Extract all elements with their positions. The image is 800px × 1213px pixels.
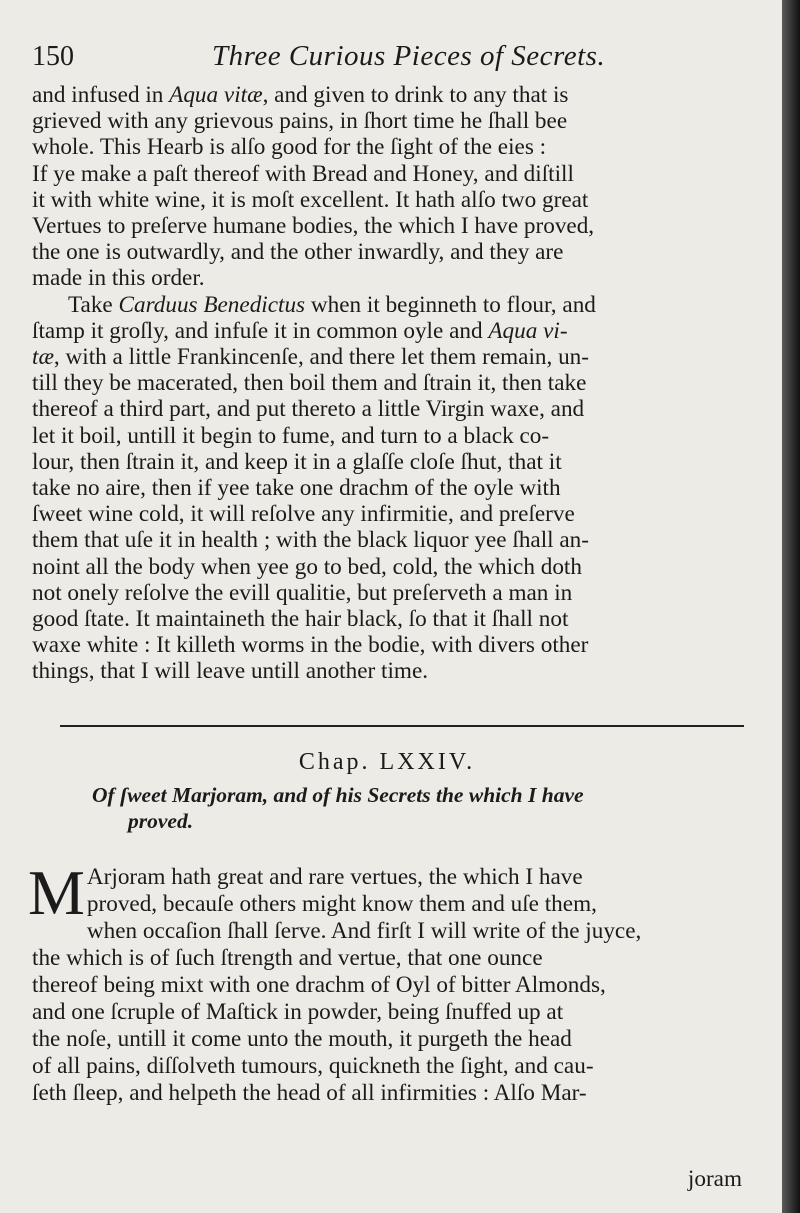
paragraph-2-line: till they be macerated, then boil them and ſtrain it, then take [32, 370, 587, 397]
running-title: Three Curious Pieces of Secrets. [212, 40, 606, 72]
paragraph-1-line: whole. This Hearb is alſo good for the ſight of the eies : [32, 134, 547, 161]
chapter-subtitle-line-2: proved. [128, 808, 194, 833]
running-head [32, 40, 742, 82]
paragraph-2-line: ſtamp it groſly, and infuſe it in common oyle and Aqua vi- [32, 317, 568, 344]
paragraph-2-line: ſweet wine cold, it will reſolve any infirmitie, and preſerve [32, 501, 575, 528]
paragraph-1 [32, 82, 742, 292]
chapter-subtitle-line-1: Of ſweet Marjoram, and of his Secrets the which I have [92, 782, 584, 807]
chapter-body-line: thereof being mixt with one drachm of Oyl of bitter Almonds, [32, 971, 606, 998]
paragraph-1-line: Vertues to preſerve humane bodies, the which I have proved, [32, 213, 595, 240]
chapter-body-lines [32, 864, 742, 1107]
paragraph-1-line: If ye make a paſt thereof with Bread and Honey, and diſtill [32, 160, 574, 187]
catchword: joram [687, 1166, 742, 1192]
paragraph-1-line: and infused in Aqua vitæ, and given to drink to any that is [32, 82, 569, 108]
paragraph-2-line: not onely reſolve the evill qualitie, but preſerveth a man in [32, 579, 573, 606]
paragraph-2-line: take no aire, then if yee take one drachm of the oyle with [32, 475, 561, 502]
paragraph-1-line: it with white wine, it is moſt excellent. It hath alſo two great [32, 186, 589, 213]
chapter-body-line: and one ſcruple of Maſtick in powder, being ſnuffed up at [32, 998, 564, 1025]
chapter-body-line: ſeth ſleep, and helpeth the head of all infirmities : Alſo Mar- [32, 1079, 587, 1106]
paragraph-2-line: thereof a third part, and put thereto a little Virgin waxe, and [32, 396, 585, 423]
page-number: 150 [32, 41, 74, 72]
chapter-body-line: when occaſion ſhall ſerve. And firſt I will write of the juyce, [86, 917, 642, 944]
paragraph-2-line: let it boil, untill it begin to fume, and turn to a black co- [32, 422, 550, 449]
paragraph-2-line: them that uſe it in health ; with the black liquor yee ſhall an- [32, 527, 589, 554]
paragraph-2-line: noint all the body when yee go to bed, cold, the which doth [32, 553, 582, 580]
drop-capital: M [28, 856, 85, 928]
page-edge-shadow [782, 0, 800, 1213]
paragraph-2-line: waxe white : It killeth worms in the bodie, with divers other [32, 632, 589, 659]
chapter-body-line: of all pains, diſſolveth tumours, quickneth the ſight, and cau- [32, 1052, 594, 1079]
paragraph-1-line: made in this order. [32, 265, 205, 292]
paragraph-2-line: things, that I will leave untill another time. [32, 658, 429, 685]
paragraph-2-line: tæ, with a little Frankincenſe, and there let them remain, un- [32, 344, 589, 371]
chapter-body-line: the which is of ſuch ſtrength and vertue, that one ounce [32, 944, 543, 971]
paragraph-1-line: the one is outwardly, and the other inwardly, and they are [32, 239, 564, 266]
paragraph-2 [32, 292, 742, 685]
section-divider [60, 725, 744, 727]
chapter-heading: Chap. LXXIV. [298, 748, 476, 775]
chapter-body-line: proved, becauſe others might know them and uſe them, [86, 890, 597, 917]
chapter-body [28, 856, 742, 1107]
chapter-body-line: the noſe, untill it come unto the mouth, it purgeth the head [32, 1025, 572, 1052]
paragraph-2-line: good ſtate. It maintaineth the hair black, ſo that it ſhall not [32, 606, 569, 633]
paragraph-2-line: Take Carduus Benedictus when it beginneth to flour, and [68, 291, 596, 318]
chapter-body-line: Arjoram hath great and rare vertues, the which I have [86, 863, 583, 890]
chapter-subtitle [92, 782, 742, 834]
paragraph-1-line: grieved with any grievous pains, in ſhort time he ſhall bee [32, 108, 568, 135]
paragraph-2-line: lour, then ſtrain it, and keep it in a glaſſe cloſe ſhut, that it [32, 448, 562, 475]
